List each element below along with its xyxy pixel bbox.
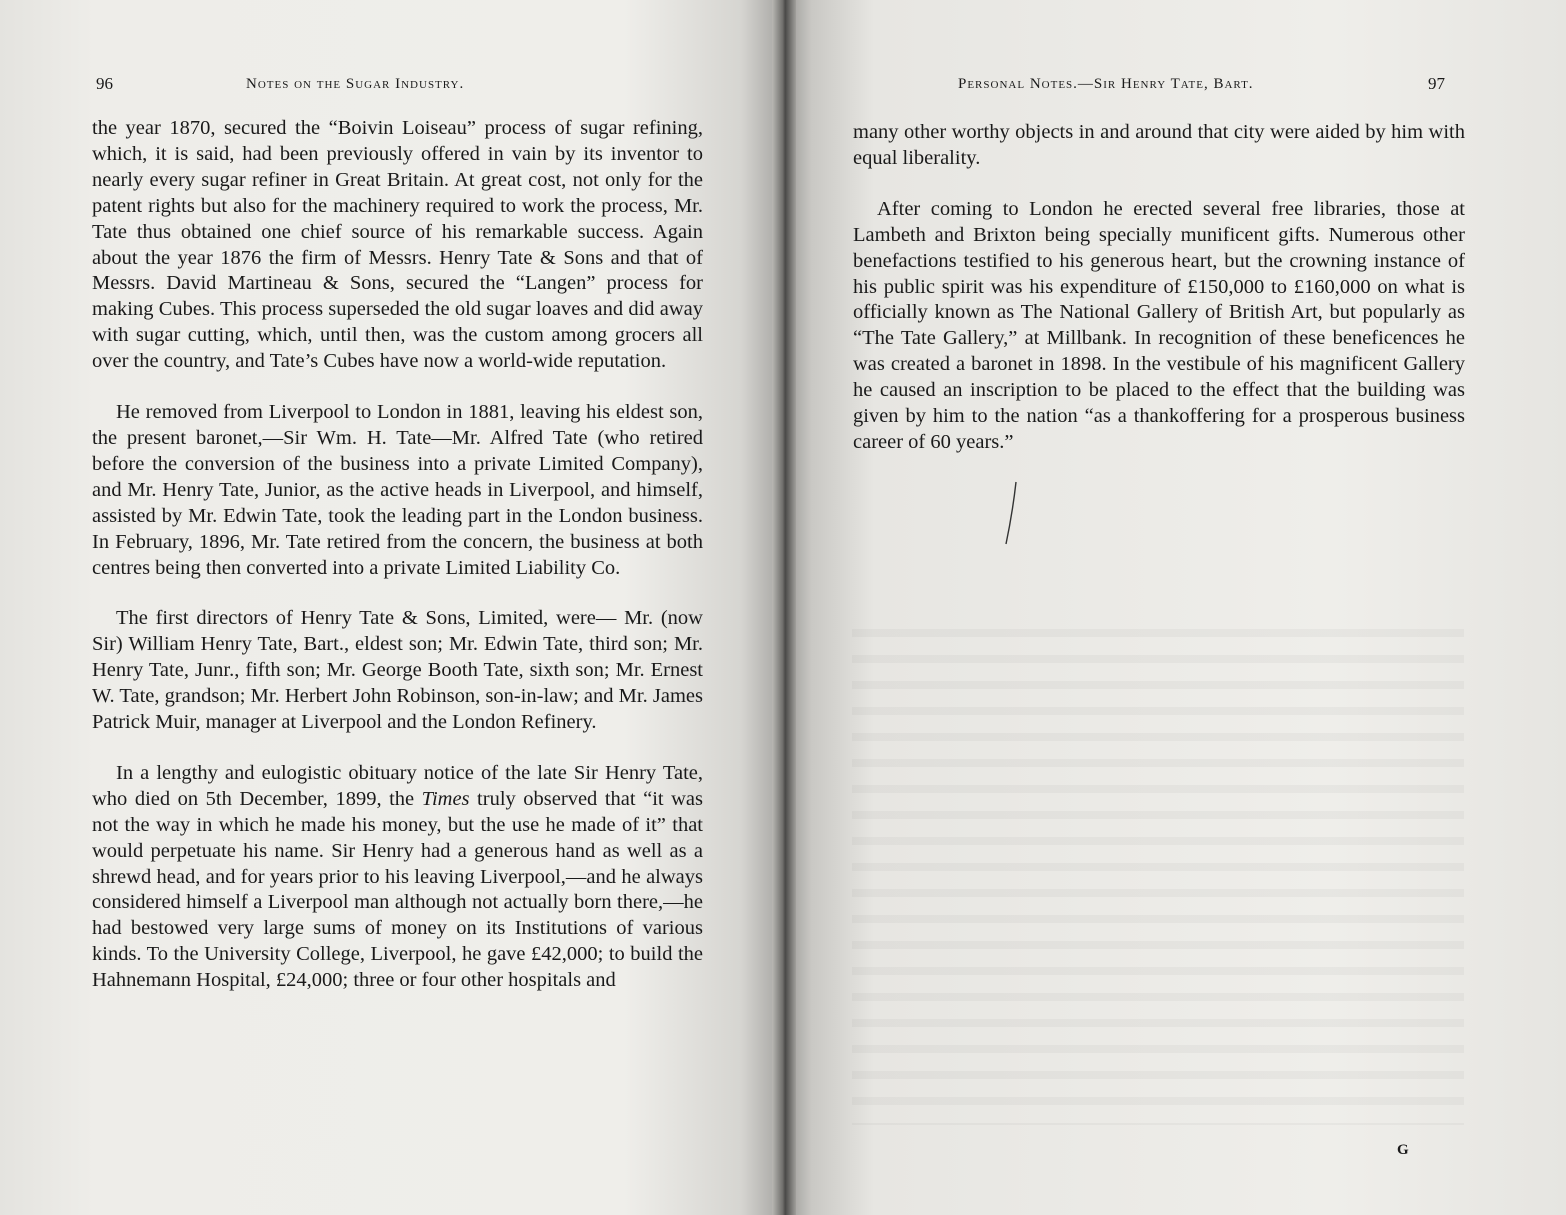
pen-stroke-mark [1002, 480, 1022, 546]
right-page [780, 0, 1566, 1215]
italic-title: Times [421, 787, 470, 810]
left-page [0, 0, 780, 1215]
paragraph: The first directors of Henry Tate & Sons, Limited, were— Mr. (now Sir) William Henry Tate, Bart., eldest son; Mr. Edwin Tate, third son; Mr. Henry Tate, Junr., fifth son; Mr. George Booth Tate, sixth son; Mr. Ernest W. Tate, grandson; Mr. Herbert John Robinson, son-in-law; and Mr. James Patrick Muir, manager at Liverpool and the London Refinery. [92, 607, 703, 734]
paragraph: the year 1870, secured the “Boivin Loiseau” process of sugar refining, which, it is said, had been previously offered in vain by its inventor to nearly every sugar refiner in Great Britain. At great cost, not only for the patent rights but also for the machinery required to work the process, Mr. Tate thus obtained one chief source of his remarkable success. Again about the year 1876 the firm of Messrs. Henry Tate & Sons and that of Messrs. David Martineau & Sons, secured the “Langen” process for making Cubes. This process superseded the old sugar loaves and did away with sugar cutting, which, until then, was the custom among grocers all over the country, and Tate’s Cubes have now a world-wide reputation. [92, 117, 703, 373]
paragraph: He removed from Liverpool to London in 1881, leaving his eldest son, the present baronet,—Sir Wm. H. Tate—Mr. Alfred Tate (who retired before the conversion of the business into a private Limited Company), and Mr. Henry Tate, Junior, as the active heads in Liverpool, and himself, assisted by Mr. Edwin Tate, took the leading part in the London business. In February, 1896, Mr. Tate retired from the concern, the business at both centres being then converted into a private Limited Liability Co. [92, 401, 703, 579]
page-number: 97 [1428, 74, 1445, 93]
body-text [853, 120, 1465, 456]
running-head: Notes on the Sugar Industry. [246, 76, 465, 92]
body-text [92, 116, 703, 994]
paragraph: After coming to London he erected several free libraries, those at Lambeth and Brixton being specially munificent gifts. Numerous other benefactions testified to his generous heart, but the crowning instance of his public spirit was his expenditure of £150,000 to £160,000 on what is officially known as The National Gallery of British Art, but popularly as “The Tate Gallery,” at Millbank. In recognition of these beneficences he was created a baronet in 1898. In the vestibule of his magnificent Gallery he caused an inscription to be placed to the effect that the building was given by him to the nation “as a thankoffering for a prosperous business career of 60 years.” [853, 197, 1465, 453]
text-run: truly observed that “it was not the way in which he made his money, but the use he made of it” that would perpetuate his name. Sir Henry had a generous hand as well as a shrewd head, and for years prior to his leaving Liverpool,—and he always considered himself a Liverpool man although not actually born there,—he had bestowed very large sums of money on its Institutions of various kinds. To the University College, Liverpool, he gave £42,000; to build the Hahnemann Hospital, £24,000; three or four other hospitals and [92, 787, 703, 992]
page-number: 96 [96, 74, 113, 93]
paragraph: many other worthy objects in and around that city were aided by him with equal liberality. [853, 121, 1465, 169]
running-head: Personal Notes.—Sir Henry Tate, Bart. [958, 76, 1254, 92]
book-gutter [772, 0, 796, 1215]
signature-mark: G [1397, 1142, 1409, 1158]
paragraph [92, 761, 703, 994]
text-run: In a lengthy and eulogistic obituary notice of the late Sir Henry Tate, who died on 5th December, 1899, the [92, 761, 703, 810]
show-through-text [852, 615, 1464, 1125]
